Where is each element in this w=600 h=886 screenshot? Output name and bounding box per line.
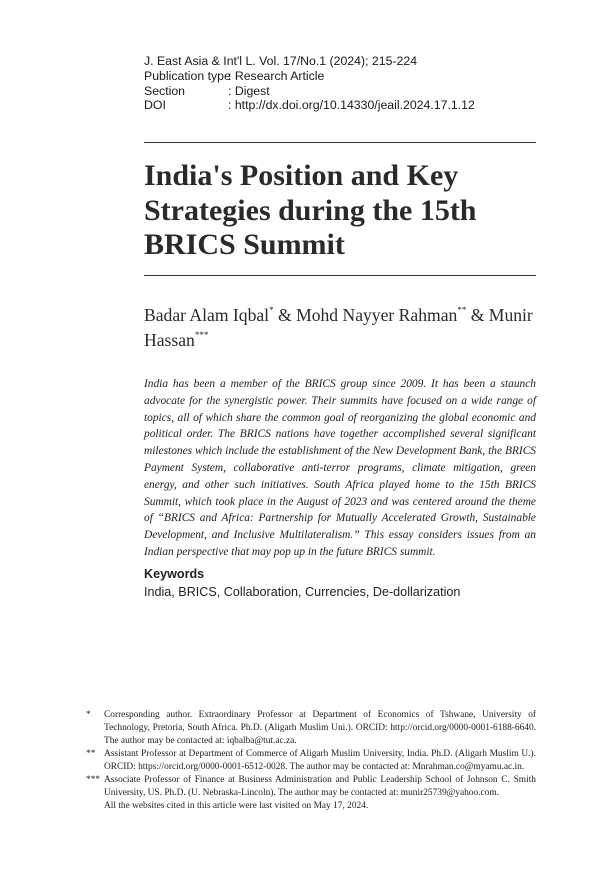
publication-type-value: : Research Article: [228, 68, 325, 83]
title-top-rule: [144, 142, 536, 143]
author-name: Munir Hassan: [144, 305, 533, 350]
doi-label: DOI: [144, 98, 166, 113]
footnote-text: Assistant Professor at Department of Commerce of Aligarh Muslim University, India. Ph.D. (Aligarh Muslim U.). ORCID: https://orcid.org/0000-0001-6512-0028. The author may be contacted at: Mnrahman.co@myamu.ac.in.: [104, 749, 536, 772]
journal-citation: J. East Asia & Int'l L. Vol. 17/No.1 (2024); 215-224: [144, 54, 418, 68]
article-metadata: [144, 54, 475, 113]
footnote-mark: ***: [86, 775, 101, 785]
author-name: Mohd Nayyer Rahman: [296, 305, 458, 325]
footnote-item: [86, 774, 536, 800]
doi-row: [144, 98, 475, 113]
footnote-text: Corresponding author. Extraordinary Professor at Department of Economics of Tshwane, University of Technology, Pretoria, South Africa. Ph.D. (Aligarh Muslim Uni.). ORCID: http://orcid.org/0000-0001-6188-6640. The author may be contacted at: iqbalba@tut.ac.za.: [104, 710, 536, 746]
keywords-heading: Keywords: [144, 567, 205, 581]
footnote-item: [86, 748, 536, 774]
websites-visited-note: All the websites cited in this article were last visited on May 17, 2024.: [104, 801, 369, 811]
footnote-mark: **: [86, 749, 96, 759]
section-label: Section: [144, 83, 186, 98]
keywords-list: India, BRICS, Collaboration, Currencies, De-dollarization: [144, 585, 461, 599]
publication-type-row: [144, 69, 475, 84]
author-footnote-mark: *: [269, 305, 274, 315]
section-value: : Digest: [228, 83, 270, 98]
footnotes: [86, 709, 536, 813]
footnote-text: Associate Professor of Finance at Business Administration and Public Leadership School of Johnson C. Smith University, US. Ph.D. (U. Nebraska-Lincoln). The author may be contacted at: munir25739@yahoo.com.: [104, 775, 536, 798]
abstract: India has been a member of the BRICS group since 2009. It has been a staunch advocate for the synergistic power. Their summits have focused on a wide range of topics, all of which share the common goal of reorganizing the global economic and political order. The BRICS nations have together accomplished several significant milestones which include the establishment of the New Development Bank, the BRICS Payment System, collaborative anti-terror programs, climate mitigation, green energy, and other such initiatives. South Africa played home to the 15th BRICS Summit, which took place in the August of 2023 and was centered around the theme of “BRICS and Africa: Partnership for Mutually Accelerated Growth, Sustainable Development, and Inclusive Multilateralism.” This essay considers issues from an Indian perspective that may pop up in the future BRICS summit.: [144, 378, 536, 558]
footnote-item: [86, 709, 536, 748]
author-name: Badar Alam Iqbal: [144, 305, 270, 325]
author-separator: &: [273, 305, 297, 325]
author-list: [144, 300, 536, 350]
section-row: [144, 84, 475, 99]
title-bottom-rule: [144, 275, 536, 276]
footnote-mark: *: [86, 710, 91, 720]
publication-type-label: Publication type: [144, 68, 231, 83]
author-footnote-mark: ***: [194, 330, 209, 340]
author-separator: &: [466, 305, 489, 325]
article-title: India's Position and Key Strategies during the 15th BRICS Summit: [144, 159, 477, 261]
author-footnote-mark: **: [457, 305, 467, 315]
doi-link[interactable]: : http://dx.doi.org/10.14330/jeail.2024.17.1.12: [228, 98, 475, 113]
